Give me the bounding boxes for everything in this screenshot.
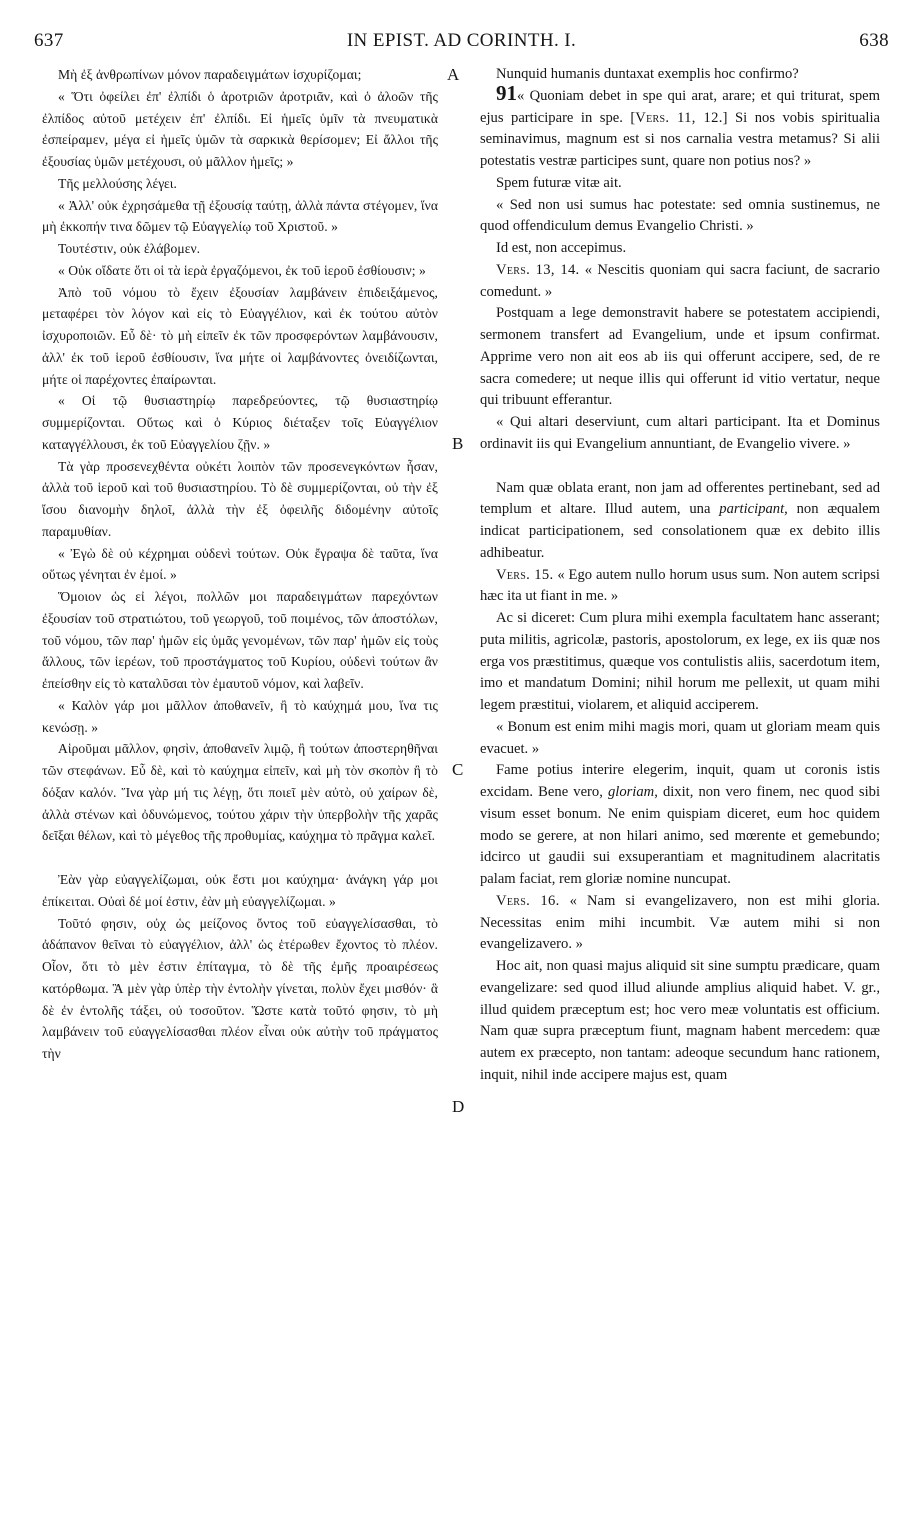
greek-paragraph: « Καλὸν γάρ μοι μᾶλλον ἀποθανεῖν, ἢ τὸ καύχημά μου, ἵνα τις κενώσῃ. » bbox=[42, 697, 438, 735]
greek-paragraph: Αἱροῦμαι μᾶλλον, φησὶν, ἀποθανεῖν λιμῷ, ἢ τούτων ἀποστερηθῆναι τῶν στεφάνων. Εὖ δὲ, καὶ τὸ καύχημα εἰπεῖν, καὶ μὴ τὸν σκοπὸν ἢ τὸ δόξαν καλόν. Ἵνα γὰρ μή τις λέγῃ, ὅτι ποιεῖ μὲν αὐτὸ, οὐ χαίρων δὲ, ἀλλὰ στένων καὶ ὀδυνώμενος, τούτου χάριν τὴν ὑπερβολὴν τῆς χαρᾶς δεῖξαι θέλων, καὶ τὸ μέγεθος τῆς προθυμίας, καύχημα τὸ πρᾶγμα καλεῖ. bbox=[42, 741, 438, 844]
latin-paragraph: Fame potius interire elegerim, inquit, quam ut coronis istis excidam. Bene vero, gloriam, dixit, non vero finem, nec quod sibi visum esset bonum. Ne enim quispiam diceret, eum hoc quidem modo se gerere, at non hilari animo, sed mœrente et gemebundo; idcirco ut gaudii sui exsuperantiam et magnitudinem alacritatis palam faciat, rem gloriæ nomine nuncupat. bbox=[480, 762, 880, 887]
latin-column bbox=[480, 64, 880, 1087]
greek-paragraph: Μὴ ἐξ ἀνθρωπίνων μόνον παραδειγμάτων ἰσχυρίζομαι; bbox=[58, 67, 362, 82]
greek-paragraph: Ὅμοιον ὡς εἰ λέγοι, πολλῶν μοι παραδειγμάτων παρεχόντων ἐξουσίαν τοῦ στρατιώτου, τοῦ γεωργοῦ, τοῦ ποιμένος, τῶν ἀποστόλων, τοῦ νόμου, τῶν παρ' ἡμῶν εἰς ὑμᾶς γενομένων, τῶν παρ' ἡμῶν εἰς τοὺς ἄλλους, τῶν ἱερέων, τοῦ προστάγματος τοῦ Κυρίου, οὐδενὶ τούτων ἂν ἐπείσθην εἰς τὸ καταλῦσαι τὸν ἐμαυτοῦ νόμον, καὶ λαβεῖν. bbox=[42, 589, 438, 691]
latin-paragraph: Nam quæ oblata erant, non jam ad offerentes pertinebant, sed ad templum et altare. Illud autem, una participant, non æqualem indicat participationem, sed consolationem quæ ex debito illis adhibeatur. bbox=[480, 479, 881, 561]
greek-paragraph: « Ἐγὼ δὲ οὐ κέχρημαι οὐδενὶ τούτων. Οὐκ ἔγραψα δὲ ταῦτα, ἵνα οὕτως γένηται ἐν ἐμοί. » bbox=[42, 545, 438, 583]
latin-paragraph: Vers. 15. « Ego autem nullo horum usus sum. Non autem scripsi hæc ita ut fiant in me. » bbox=[480, 566, 880, 605]
verse-reference: Vers. 16. bbox=[496, 892, 560, 909]
latin-paragraph: Id est, non accepimus. bbox=[496, 240, 627, 256]
greek-paragraph: Τουτέστιν, οὐκ ἐλάβομεν. bbox=[58, 241, 201, 256]
latin-paragraph: Vers. 13, 14. « Nescitis quoniam qui sacra faciunt, de sacrario comedunt. » bbox=[480, 261, 880, 300]
latin-paragraph: Ac si diceret: Cum plura mihi exempla facultatem hanc asserant; puta militis, agricolæ, pastoris, apostolorum, ex lege, ex iis quæ nos erga vos præstitimus, quæque vos contulistis aliis, sacerdotum item, imo et mandatum Domini; nihil horum me pellexit, ut quam mihi legem præstitui, violarem, et aliquid acciperem. bbox=[480, 610, 880, 713]
verse-reference: Vers. 13, 14. bbox=[496, 261, 580, 278]
latin-paragraph: Nunquid humanis duntaxat exemplis hoc confirmo? bbox=[496, 66, 799, 82]
greek-paragraph: Τῆς μελλούσης λέγει. bbox=[58, 175, 177, 191]
greek-paragraph: Ἀπὸ τοῦ νόμου τὸ ἔχειν ἐξουσίαν λαμβάνειν ἐπιδειξάμενος, μεταφέρει τὸν λόγον καὶ εἰς τὸ Εὐαγγέλιον, καὶ ἐκ τούτου αὐτὸν ἰσχυροποιῶν. Εὖ δὲ· τὸ μὴ εἰπεῖν ἐκ τῶν προσφερόντων λαμβάνουσιν, ἀλλ' ἐκ τοῦ ἱεροῦ ἐσθίουσιν, ἵνα μήτε οἱ λαμβάνοντες ὀνειδίζωνται, μήτε οἱ παρέχοντες ἐπαίρωνται. bbox=[42, 284, 438, 387]
section-number: 91 bbox=[496, 80, 517, 105]
running-title: IN EPIST. AD CORINTH. I. bbox=[346, 30, 577, 51]
latin-paragraph: Vers. 16. « Nam si evangelizavero, non est mihi gloria. Necessitas enim mihi incumbit. Væ autem mihi si non evangelizavero. » bbox=[480, 892, 881, 953]
page-header bbox=[34, 30, 889, 62]
margin-letter-b: B bbox=[452, 434, 464, 453]
greek-column bbox=[42, 64, 438, 1065]
left-page-number: 637 bbox=[34, 30, 64, 51]
greek-paragraph: « Οὐκ οἴδατε ὅτι οἱ τὰ ἱερὰ ἐργαζόμενοι, ἐκ τοῦ ἱεροῦ ἐσθίουσιν; » bbox=[58, 262, 426, 278]
latin-paragraph: « Sed non usi sumus hac potestate: sed omnia sustinemus, ne quod offendiculum demus Evangelio Christi. » bbox=[480, 196, 880, 235]
latin-paragraph: 91« Quoniam debet in spe qui arat, arare; et qui triturat, spem ejus participare in spe. [Vers. 11, 12.] Si nos vobis spiritualia seminavimus, magnum est si nos carnalia vestra metamus? Si alii potestatis vestræ participes sunt, quare non potius nos? » bbox=[480, 80, 881, 169]
greek-paragraph: « Ὅτι ὀφείλει ἐπ' ἐλπίδι ὁ ἀροτριῶν ἀροτριᾶν, καὶ ὁ ἀλοῶν τῆς ἐλπίδος αὐτοῦ μετέχειν ἐπ' ἐλπίδι. Εἰ ἡμεῖς ὑμῖν τὰ πνευματικὰ ἐσπείραμεν, μέγα εἰ ἡμεῖς ὑμῶν τὰ σαρκικὰ θερίσομεν; Εἰ ἄλλοι τῆς ἐξουσίας ὑμῶν μετέχουσι, οὐ μᾶλλον ἡμεῖς; » bbox=[42, 88, 438, 169]
latin-paragraph: « Qui altari deserviunt, cum altari participant. Ita et Dominus ordinavit iis qui Evangelium annuntiant, de Evangelio vivere. » bbox=[480, 414, 880, 452]
greek-paragraph: Τὰ γὰρ προσενεχθέντα οὐκέτι λοιπὸν τῶν προσενεγκόντων ἦσαν, ἀλλὰ τοῦ ἱεροῦ καὶ τοῦ θυσιαστηρίου. Τὸ δὲ συμμερίζονται, οὐ τὴν ἐξ ἴσου διανομὴν δηλοῖ, ἀλλὰ τὴν ἐξ ὀφειλῆς διδομένην αὐτοῖς παραμυθίαν. bbox=[42, 458, 438, 539]
verse-reference: Vers. 15. bbox=[496, 566, 554, 583]
margin-letter-d: D bbox=[452, 1097, 465, 1116]
latin-paragraph: Postquam a lege demonstravit habere se potestatem accipiendi, sermonem transfert ad Evangelium, unde et ipsum confirmat. Apprime vero non ait eos ab iis qui offerunt accipere, sed, de re sacra comedere; ut neque illis qui offerunt id vitio vertatur, neque qui tribuunt efferantur. bbox=[480, 305, 880, 409]
margin-letter-c: C bbox=[452, 760, 464, 779]
greek-paragraph: « Οἱ τῷ θυσιαστηρίῳ παρεδρεύοντες, τῷ θυσιαστηρίῳ συμμερίζονται. Οὕτως καὶ ὁ Κύριος διέταξεν τοῖς Εὐαγγέλιον καταγγέλλουσι, ἐκ τοῦ Εὐαγγελίου ζῇν. » bbox=[42, 393, 438, 452]
right-page-number: 638 bbox=[859, 30, 889, 51]
greek-paragraph: Ἐὰν γὰρ εὐαγγελίζωμαι, οὐκ ἔστι μοι καύχημα· ἀνάγκη γάρ μοι ἐπίκειται. Οὐαὶ δέ μοί ἐστιν, ἐὰν μὴ εὐαγγελίζωμαι. » bbox=[42, 872, 438, 909]
greek-paragraph: Τοῦτό φησιν, οὐχ ὡς μείζονος ὄντος τοῦ εὐαγγελίσασθαι, τὸ ἀδάπανον θεῖναι τὸ εὐαγγέλιον, ἀλλ' ὡς ἑτέρωθεν ἔχοντος τὸ πλέον. Οἷον, ὅτι τὸ μὲν ἐστιν ἐπίταγμα, τὸ δὲ τῆς ἐμῆς προαιρέσεως κατόρθωμα. Ἃ μὲν γὰρ ὑπὲρ τὴν ἐντολὴν γίνεται, πολὺν ἔχει μισθόν· ἃ δὲ ἐν ἐντολῆς τάξει, οὐ τοσοῦτον. Ὥστε κατὰ τοῦτό φησιν, τὸ μὴ λαμβάνειν τοῦ εὐαγγελίσασθαι πλέον εἶναι οὐκ αὐτὴν τοῦ πράγματος τὴν bbox=[42, 915, 438, 1061]
margin-letter-a: A bbox=[447, 65, 460, 84]
verse-reference: Vers. 11, 12. bbox=[635, 109, 723, 126]
latin-paragraph: « Bonum est enim mihi magis mori, quam ut gloriam meam quis evacuet. » bbox=[480, 718, 880, 757]
greek-paragraph: « Ἀλλ' οὐκ ἐχρησάμεθα τῇ ἐξουσίᾳ ταύτῃ, ἀλλὰ πάντα στέγομεν, ἵνα μὴ ἐκκοπήν τινα δῶμεν τῷ Εὐαγγελίῳ τοῦ Χριστοῦ. » bbox=[42, 197, 438, 235]
latin-paragraph: Spem futuræ vitæ ait. bbox=[496, 174, 622, 191]
latin-paragraph: Hoc ait, non quasi majus aliquid sit sine sumptu prædicare, quam evangelizare: sed quod illud aliunde amplius aliquid habet. V. gr., illud quidem præceptum est; hoc vero meæ voluntatis est officium. Nam quæ supra præceptum fiunt, magnam habent mercedem: quæ autem ex præcepto, non tantam: adeoque secundum hanc rationem, inquit, nihil inde accipere majus est, quam bbox=[480, 958, 880, 1083]
